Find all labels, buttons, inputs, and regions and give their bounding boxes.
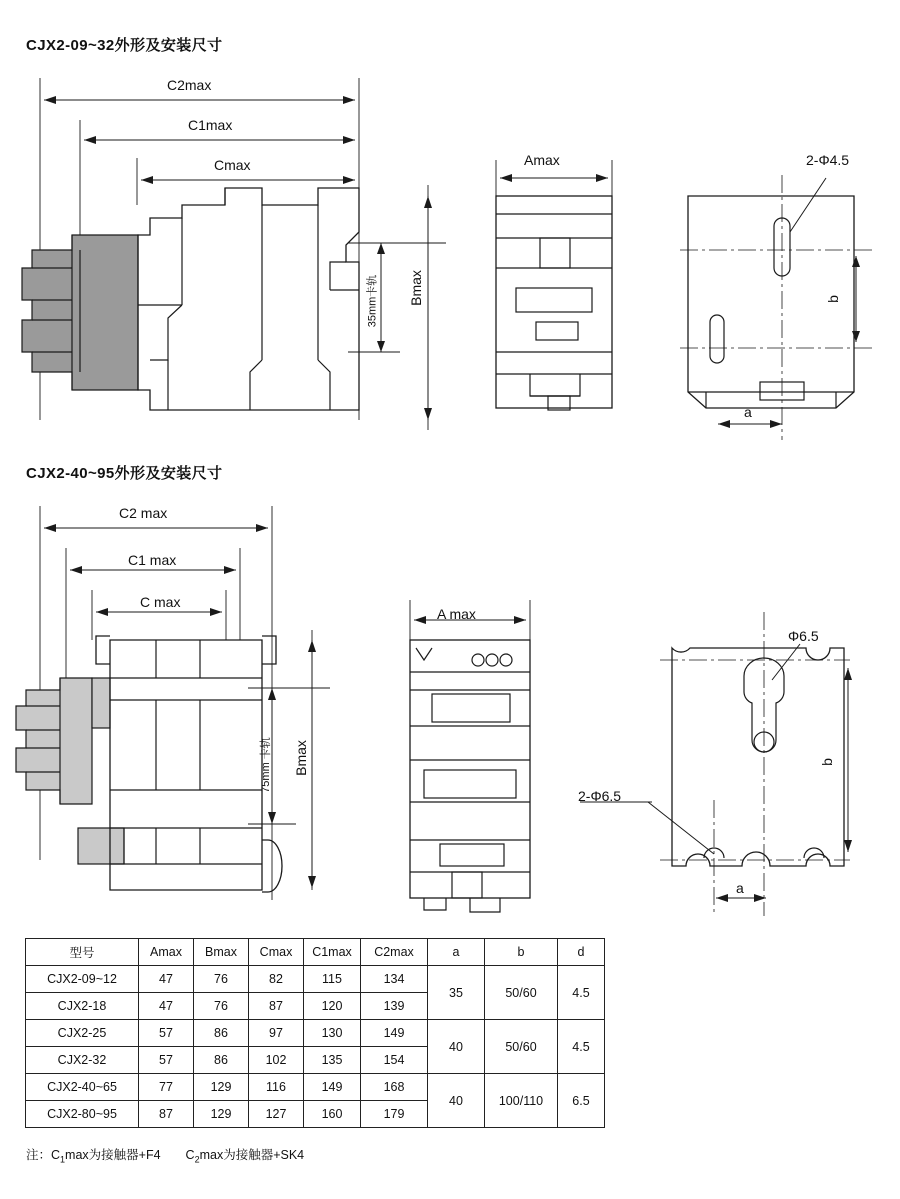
section-title-2: CJX2-40~95外形及安装尺寸 — [26, 465, 223, 482]
dimension-table — [25, 938, 605, 1128]
cell-bmax: 76 — [194, 966, 249, 993]
cell-a: 40 — [428, 1020, 485, 1074]
label-cmax-2: C max — [140, 594, 181, 610]
label-rail-75mm: 75mm 卡轨 — [259, 737, 272, 793]
cell-amax: 57 — [139, 1020, 194, 1047]
label-a-1: a — [744, 404, 752, 420]
cell-d: 6.5 — [558, 1074, 605, 1128]
label-c2max-1: C2max — [167, 77, 212, 93]
dimension-table-wrap — [25, 938, 605, 1128]
cell-amax: 47 — [139, 966, 194, 993]
cell-model: CJX2-09~12 — [26, 966, 139, 993]
cell-cmax: 87 — [249, 993, 304, 1020]
label-bmax-2: Bmax — [292, 740, 309, 776]
cell-amax: 77 — [139, 1074, 194, 1101]
table-row — [26, 1020, 605, 1047]
label-amax-1: Amax — [524, 152, 560, 168]
cell-c2max: 168 — [361, 1074, 428, 1101]
label-hole-phi65: Φ6.5 — [788, 628, 819, 644]
cell-d: 4.5 — [558, 966, 605, 1020]
th-bmax: Bmax — [194, 939, 249, 966]
th-c2max: C2max — [361, 939, 428, 966]
table-row — [26, 966, 605, 993]
cell-bmax: 76 — [194, 993, 249, 1020]
label-rail-35mm: 35mm卡轨 — [366, 274, 379, 328]
label-a-2: a — [736, 880, 744, 896]
cell-amax: 87 — [139, 1101, 194, 1128]
footnote-sub-2: 2 — [194, 1154, 200, 1165]
footnote-mid: max为接触器+F4 C — [65, 1148, 195, 1162]
table-header-row — [26, 939, 605, 966]
label-hole-2phi45: 2-Φ4.5 — [806, 152, 850, 168]
th-a: a — [428, 939, 485, 966]
cell-c2max: 179 — [361, 1101, 428, 1128]
label-cmax-1: Cmax — [214, 157, 251, 173]
cell-c1max: 160 — [304, 1101, 361, 1128]
cell-c2max: 139 — [361, 993, 428, 1020]
cell-c1max: 115 — [304, 966, 361, 993]
cell-bmax: 129 — [194, 1074, 249, 1101]
cell-c1max: 120 — [304, 993, 361, 1020]
label-hole-2phi65: 2-Φ6.5 — [578, 788, 622, 804]
th-d: d — [558, 939, 605, 966]
cell-model: CJX2-25 — [26, 1020, 139, 1047]
label-b-1: b — [824, 295, 841, 303]
cell-model: CJX2-18 — [26, 993, 139, 1020]
cell-bmax: 86 — [194, 1020, 249, 1047]
th-amax: Amax — [139, 939, 194, 966]
cell-bmax: 129 — [194, 1101, 249, 1128]
label-c1max-2: C1 max — [128, 552, 177, 568]
th-cmax: Cmax — [249, 939, 304, 966]
label-bmax-1: Bmax — [407, 270, 424, 306]
cell-model: CJX2-80~95 — [26, 1101, 139, 1128]
cell-bmax: 86 — [194, 1047, 249, 1074]
cell-d: 4.5 — [558, 1020, 605, 1074]
cell-cmax: 127 — [249, 1101, 304, 1128]
footnote-sub-1: 1 — [60, 1154, 66, 1165]
section-title-1: CJX2-09~32外形及安装尺寸 — [26, 37, 223, 54]
label-c2max-2: C2 max — [119, 505, 168, 521]
th-c1max: C1max — [304, 939, 361, 966]
cell-a: 40 — [428, 1074, 485, 1128]
label-amax-2: A max — [437, 606, 476, 622]
cell-cmax: 82 — [249, 966, 304, 993]
table-row — [26, 1074, 605, 1101]
cell-cmax: 102 — [249, 1047, 304, 1074]
cell-b: 50/60 — [485, 966, 558, 1020]
cell-cmax: 97 — [249, 1020, 304, 1047]
footnote-suffix: max为接触器+SK4 — [199, 1148, 305, 1162]
cell-amax: 47 — [139, 993, 194, 1020]
cell-c1max: 130 — [304, 1020, 361, 1047]
cell-c1max: 135 — [304, 1047, 361, 1074]
cell-c1max: 149 — [304, 1074, 361, 1101]
cell-amax: 57 — [139, 1047, 194, 1074]
cell-b: 50/60 — [485, 1020, 558, 1074]
cell-a: 35 — [428, 966, 485, 1020]
footnote-prefix: 注：C — [26, 1148, 61, 1162]
cell-cmax: 116 — [249, 1074, 304, 1101]
cell-c2max: 149 — [361, 1020, 428, 1047]
th-model: 型号 — [26, 939, 139, 966]
cell-model: CJX2-32 — [26, 1047, 139, 1074]
th-b: b — [485, 939, 558, 966]
label-c1max-1: C1max — [188, 117, 233, 133]
cell-b: 100/110 — [485, 1074, 558, 1128]
cell-model: CJX2-40~65 — [26, 1074, 139, 1101]
cell-c2max: 134 — [361, 966, 428, 993]
footnote — [26, 1145, 304, 1165]
label-b-2: b — [818, 758, 835, 766]
cell-c2max: 154 — [361, 1047, 428, 1074]
